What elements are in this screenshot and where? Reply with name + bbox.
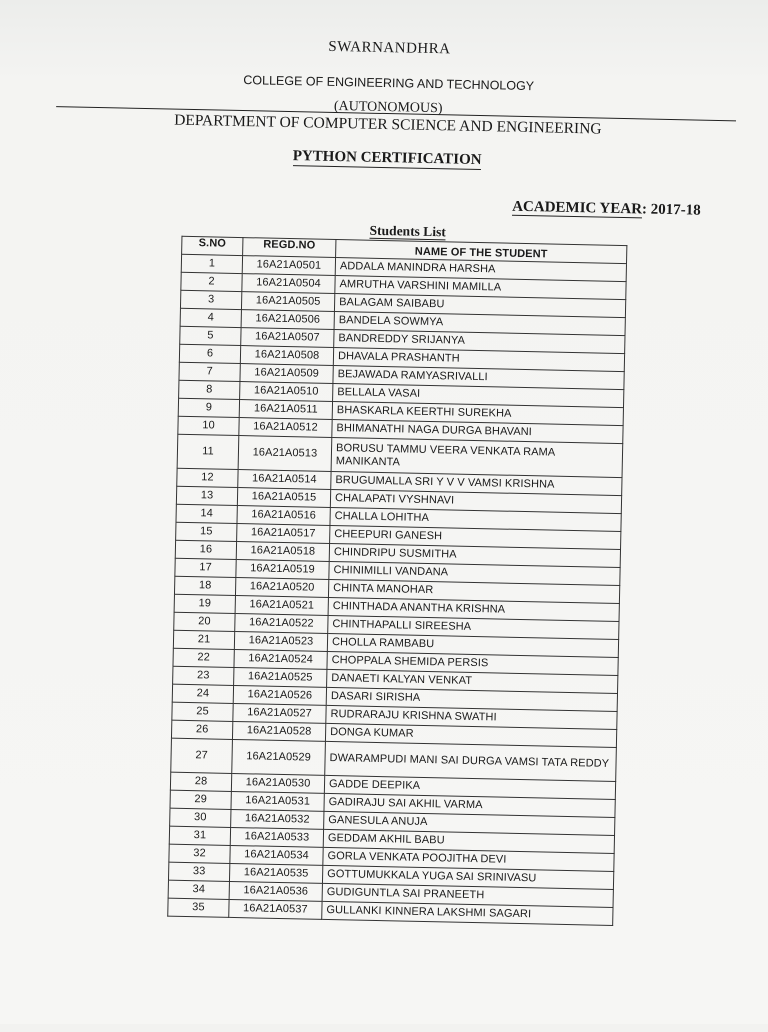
row-sno: 27 — [171, 738, 233, 773]
row-sno: 30 — [170, 808, 231, 827]
row-regd-no: 16A21A0516 — [237, 506, 330, 526]
row-regd-no: 16A21A0504 — [242, 274, 335, 294]
row-student-name: CHINTHADA ANANTHA KRISHNA — [328, 597, 619, 621]
row-sno: 29 — [170, 790, 231, 809]
row-student-name: CHALAPATI VYSHNAVI — [330, 489, 621, 513]
row-student-name: AMRUTHA VARSHINI MAMILLA — [335, 276, 626, 300]
row-regd-no: 16A21A0518 — [236, 542, 329, 562]
row-regd-no: 16A21A0534 — [230, 845, 323, 865]
row-regd-no: 16A21A0512 — [239, 418, 332, 438]
row-regd-no: 16A21A0511 — [239, 400, 332, 420]
row-sno: 13 — [176, 486, 237, 505]
college-name: COLLEGE OF ENGINEERING AND TECHNOLOGY — [243, 73, 535, 94]
row-student-name: BANDREDDY SRIJANYA — [334, 330, 625, 354]
certification-title — [7, 142, 767, 175]
row-regd-no: 16A21A0528 — [232, 721, 325, 741]
row-student-name: DHAVALA PRASHANTH — [333, 347, 624, 371]
row-regd-no: 16A21A0523 — [234, 631, 327, 651]
row-regd-no: 16A21A0531 — [231, 791, 324, 811]
row-sno: 14 — [176, 504, 237, 523]
row-sno: 4 — [180, 308, 241, 327]
row-sno: 8 — [179, 380, 240, 399]
row-regd-no: 16A21A0529 — [232, 739, 326, 775]
row-regd-no: 16A21A0530 — [231, 773, 324, 793]
row-regd-no: 16A21A0522 — [235, 613, 328, 633]
row-student-name: CHINDRIPU SUSMITHA — [329, 543, 620, 567]
row-student-name: BEJAWADA RAMYASRIVALLI — [333, 365, 624, 389]
row-regd-no: 16A21A0508 — [240, 346, 333, 366]
row-sno: 33 — [168, 862, 229, 881]
row-sno: 1 — [181, 254, 242, 273]
row-sno: 25 — [172, 702, 233, 721]
row-regd-no: 16A21A0524 — [234, 649, 327, 669]
column-header-regd: REGD.NO — [243, 238, 336, 258]
row-regd-no: 16A21A0506 — [241, 310, 334, 330]
row-student-name: DASARI SIRISHA — [326, 687, 617, 711]
row-student-name: GEDDAM AKHIL BABU — [323, 829, 614, 853]
row-regd-no: 16A21A0520 — [235, 577, 328, 597]
row-student-name: BELLALA VASAI — [333, 383, 624, 407]
row-student-name: GOTTUMUKKALA YUGA SAI SRINIVASU — [322, 865, 613, 889]
row-student-name: CHOLLA RAMBABU — [327, 633, 618, 657]
row-student-name: CHALLA LOHITHA — [330, 507, 621, 531]
row-sno: 6 — [179, 344, 240, 363]
row-regd-no: 16A21A0527 — [233, 703, 326, 723]
academic-year-label: ACADEMIC YEAR — [512, 198, 643, 218]
row-student-name: CHEEPURI GANESH — [330, 525, 621, 549]
row-regd-no: 16A21A0532 — [231, 809, 324, 829]
row-student-name: GORLA VENKATA POOJITHA DEVI — [323, 847, 614, 871]
row-sno: 24 — [172, 684, 233, 703]
row-regd-no: 16A21A0536 — [229, 881, 322, 901]
certification-title-text: PYTHON CERTIFICATION — [292, 148, 482, 169]
row-sno: 12 — [177, 468, 238, 487]
row-regd-no: 16A21A0501 — [242, 256, 335, 276]
row-student-name: GULLANKI KINNERA LAKSHMI SAGARI — [322, 901, 613, 925]
row-student-name: DONGA KUMAR — [325, 723, 616, 747]
row-regd-no: 16A21A0513 — [238, 436, 332, 472]
students-list-title — [369, 223, 445, 241]
row-student-name: DANAETI KALYAN VENKAT — [327, 669, 618, 693]
row-student-name: GANESULA ANUJA — [324, 811, 615, 835]
row-regd-no: 16A21A0526 — [233, 685, 326, 705]
row-student-name: GADDE DEEPIKA — [324, 775, 615, 799]
row-sno: 18 — [174, 576, 235, 595]
row-sno: 31 — [169, 826, 230, 845]
row-regd-no: 16A21A0510 — [240, 382, 333, 402]
row-sno: 21 — [173, 630, 234, 649]
row-sno: 28 — [170, 772, 231, 791]
row-student-name: RUDRARAJU KRISHNA SWATHI — [326, 705, 617, 729]
row-sno: 20 — [174, 612, 235, 631]
row-sno: 2 — [181, 272, 242, 291]
academic-year — [512, 199, 701, 220]
row-regd-no: 16A21A0505 — [241, 292, 334, 312]
row-student-name: BHIMANATHI NAGA DURGA BHAVANI — [332, 419, 623, 443]
row-regd-no: 16A21A0519 — [236, 560, 329, 580]
row-sno: 22 — [173, 648, 234, 667]
students-table-body — [168, 254, 627, 925]
row-student-name: CHINTHAPALLI SIREESHA — [328, 615, 619, 639]
row-sno: 19 — [174, 594, 235, 613]
row-sno: 17 — [175, 558, 236, 577]
row-sno: 32 — [169, 844, 230, 863]
row-regd-no: 16A21A0537 — [229, 899, 322, 919]
row-student-name: GUDIGUNTLA SAI PRANEETH — [322, 883, 613, 907]
row-student-name: BORUSU TAMMU VEERA VENKATA RAMA MANIKANTA — [331, 437, 623, 477]
row-regd-no: 16A21A0521 — [235, 595, 328, 615]
row-sno: 16 — [175, 540, 236, 559]
row-student-name: BRUGUMALLA SRI Y V V VAMSI KRISHNA — [331, 471, 622, 495]
row-student-name: BHASKARLA KEERTHI SUREKHA — [332, 401, 623, 425]
row-sno: 7 — [179, 362, 240, 381]
row-student-name: GADIRAJU SAI AKHIL VARMA — [324, 793, 615, 817]
row-sno: 34 — [168, 880, 229, 899]
row-sno: 9 — [178, 398, 239, 417]
row-regd-no: 16A21A0509 — [240, 364, 333, 384]
row-regd-no: 16A21A0535 — [229, 863, 322, 883]
row-regd-no: 16A21A0533 — [230, 827, 323, 847]
row-regd-no: 16A21A0525 — [234, 667, 327, 687]
column-header-name: NAME OF THE STUDENT — [336, 240, 627, 264]
row-regd-no: 16A21A0507 — [241, 328, 334, 348]
row-student-name: CHINIMILLI VANDANA — [329, 561, 620, 585]
academic-year-value: : 2017-18 — [641, 201, 701, 219]
row-regd-no: 16A21A0517 — [237, 524, 330, 544]
row-student-name: DWARAMPUDI MANI SAI DURGA VAMSI TATA REDDY — [325, 741, 617, 781]
autonomous-status: (AUTONOMOUS) — [333, 98, 443, 117]
column-header-sno: S.NO — [182, 236, 243, 255]
row-student-name: ADDALA MANINDRA HARSHA — [335, 258, 626, 282]
row-sno: 26 — [171, 720, 232, 739]
row-sno: 35 — [168, 898, 229, 917]
row-student-name: BALAGAM SAIBABU — [334, 294, 625, 318]
row-student-name: BANDELA SOWMYA — [334, 312, 625, 336]
row-sno: 11 — [177, 434, 239, 469]
students-list-title-text: Students List — [369, 222, 446, 240]
department-name: DEPARTMENT OF COMPUTER SCIENCE AND ENGINEERING — [173, 111, 602, 138]
row-student-name: CHOPPALA SHEMIDA PERSIS — [327, 651, 618, 675]
row-sno: 3 — [180, 290, 241, 309]
institution-name: SWARNANDHRA — [328, 38, 451, 58]
row-sno: 5 — [180, 326, 241, 345]
row-regd-no: 16A21A0514 — [238, 470, 331, 490]
students-table — [167, 236, 627, 926]
row-sno: 10 — [178, 416, 239, 435]
row-sno: 15 — [176, 522, 237, 541]
row-sno: 23 — [173, 666, 234, 685]
row-regd-no: 16A21A0515 — [237, 488, 330, 508]
row-student-name: CHINTA MANOHAR — [328, 579, 619, 603]
